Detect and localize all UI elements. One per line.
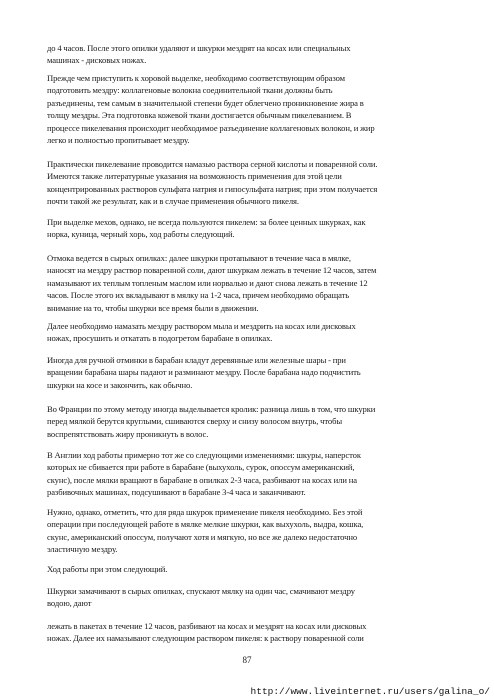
paragraph <box>47 216 442 241</box>
text-line: наносят на мездру раствор поваренной соли, дают шкуркам лежать в течение 12 часов, затем <box>47 265 377 276</box>
text-line: эластичную мездру. <box>47 544 118 555</box>
text-line: легко и полностью пропитывает мездру. <box>47 135 190 146</box>
text-line: концентрированных растворов сульфата натрия и гипосульфата натрия; при этом получается <box>47 183 378 194</box>
paragraph <box>47 563 442 575</box>
text-line: внимание на то, чтобы шкурки все время были в движении. <box>47 302 259 313</box>
paragraph <box>47 506 442 556</box>
text-line: Иногда для ручной отминки в барабан кладут деревянные или железные шары - при <box>47 355 346 365</box>
text-line: При выделке мехов, однако, не всегда пользуются пикелем: за более ценных шкурках, как <box>47 217 366 227</box>
paragraph <box>47 354 442 391</box>
text-line: разъединены, тем самым в значительной степени будет облегчено проникновение жира в <box>47 97 364 108</box>
text-line: Прежде чем приступить к хоровой выделке, необходимо соответствующим образом <box>47 73 345 83</box>
text-line: Отмока ведется в сырых опилках: далее шкурки протапывают в течение часа в мялке, <box>47 253 351 263</box>
source-watermark: http://www.liveinternet.ru/users/galina_o/ <box>250 686 490 697</box>
text-line: Во Франции по этому методу иногда выделывается кролик: разница лишь в том, что шкурки <box>47 404 376 414</box>
text-line: перед мялкой берутся круглыми, сшиваются сверху и снизу волосом внутрь, чтобы <box>47 416 343 427</box>
text-line: машинах - дисковых ножах. <box>47 55 147 66</box>
text-line: ножах, просушить и откатать в подогретом барабане в опилках. <box>47 333 273 344</box>
text-line: операции при последующей работе в мялке мелкие шкурки, как выхухоль, выдра, кошка, <box>47 519 364 530</box>
paragraph <box>47 252 442 314</box>
text-line: водою, дают <box>47 598 92 609</box>
text-line: почти такой же результат, как и в случае применения обычного пикеля. <box>47 196 299 207</box>
text-line: процессе пикелевания происходит необходимое разъединение коллагеновых волокон, и жир <box>47 122 375 133</box>
text-line: которых не сбивается при работе в барабане (выхухоль, сурок, опоссум американский, <box>47 462 355 473</box>
text-line: норка, куница, черный хорь, ход работы следующий. <box>47 229 235 240</box>
page-number: 87 <box>242 655 252 665</box>
text-line: разбивочных машинах, подсушивают в барабане 3-4 часа и заканчивают. <box>47 487 306 498</box>
text-line: часов. После этого их вкладывают в мялку на 1-2 часа, причем необходимо обращать <box>47 290 350 301</box>
paragraph <box>47 403 442 440</box>
text-line: до 4 часов. После этого опилки удаляют и шкурки мездрят на косах или специальных <box>47 43 351 53</box>
paragraph <box>47 320 442 345</box>
text-line: шкурки на косе и закончить, как обычно. <box>47 379 193 390</box>
paragraph <box>47 72 442 146</box>
text-line: Нужно, однако, отметить, что для ряда шкурок применение пикеля необходимо. Без этой <box>47 507 363 517</box>
text-line: Имеются также литературные указания на возможность применения для этой цели <box>47 171 342 182</box>
text-line: Далее необходимо намазать мездру раствором мыла и мездрить на косах или дисковых <box>47 321 356 331</box>
paragraph <box>47 620 442 645</box>
text-line: Практически пикелевание проводится намазью раствора серной кислоты и поваренной соли. <box>47 159 378 169</box>
text-line: вращении барабана шары падают и разминают мездру. После барабана надо подчистить <box>47 367 361 378</box>
text-line: воспрепятствовать жиру проникнуть в волос. <box>47 428 209 439</box>
paragraph <box>47 42 442 67</box>
text-line: Ход работы при этом следующий. <box>47 564 168 574</box>
text-line: лежать в пакетах в течение 12 часов, разбивают на косах и мездрят на косах или дисковых <box>47 621 367 631</box>
paragraph <box>47 158 442 208</box>
text-line: скунс), после мялки вращают в барабане в опилках 2-3 часа, разбивают на косах или на <box>47 474 357 485</box>
paragraph <box>47 585 442 610</box>
text-line: ножах. Далее их намазывают следующим раствором пикеля: к раствору поваренной соли <box>47 633 364 644</box>
text-line: подготовить мездру: коллагеновые волокна соединительной ткани должны быть <box>47 85 333 96</box>
text-line: скунс, американский опоссум, получают хотя и мягкую, но все же далеко недостаточно <box>47 531 358 542</box>
text-line: В Англии ход работы примерно тот же со следующими изменениями: шкуры, наперсток <box>47 450 361 460</box>
text-line: Шкурки замачивают в сырых опилках, спускают мялку на один час, смачивают мездру <box>47 586 355 596</box>
text-line: намазывают их теплым топленым маслом или норвалью и дают снова лежать в течение 12 <box>47 277 368 288</box>
text-line: толщу мездры. Эта подготовка кожевой ткани достигается обычным пикелеванием. В <box>47 110 352 121</box>
paragraph <box>47 449 442 499</box>
